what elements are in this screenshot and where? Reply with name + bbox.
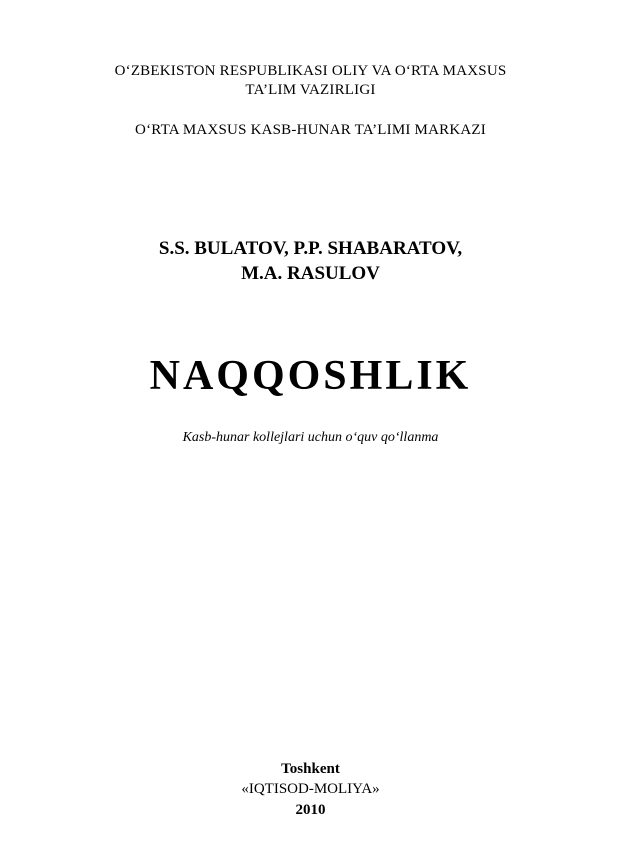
ministry-name-line-2: TA’LIM VAZIRLIGI: [245, 82, 376, 98]
education-center-name: O‘RTA MAXSUS KASB-HUNAR TA’LIMI MARKAZI: [135, 122, 486, 138]
book-subtitle: Kasb-hunar kollejlari uchun o‘quv qo‘llanma: [182, 430, 439, 445]
imprint-year: 2010: [295, 802, 326, 818]
imprint-city: Toshkent: [281, 761, 340, 777]
authors-line-1: S.S. BULATOV, P.P. SHABARATOV,: [158, 238, 463, 259]
authors-line-2: M.A. RASULOV: [241, 263, 380, 284]
book-title: NAQQOSHLIK: [149, 353, 472, 399]
imprint-publisher: «IQTISOD-MOLIYA»: [241, 781, 380, 797]
ministry-name-line-1: O‘ZBEKISTON RESPUBLIKASI OLIY VA O‘RTA MAXSUS: [114, 63, 507, 79]
